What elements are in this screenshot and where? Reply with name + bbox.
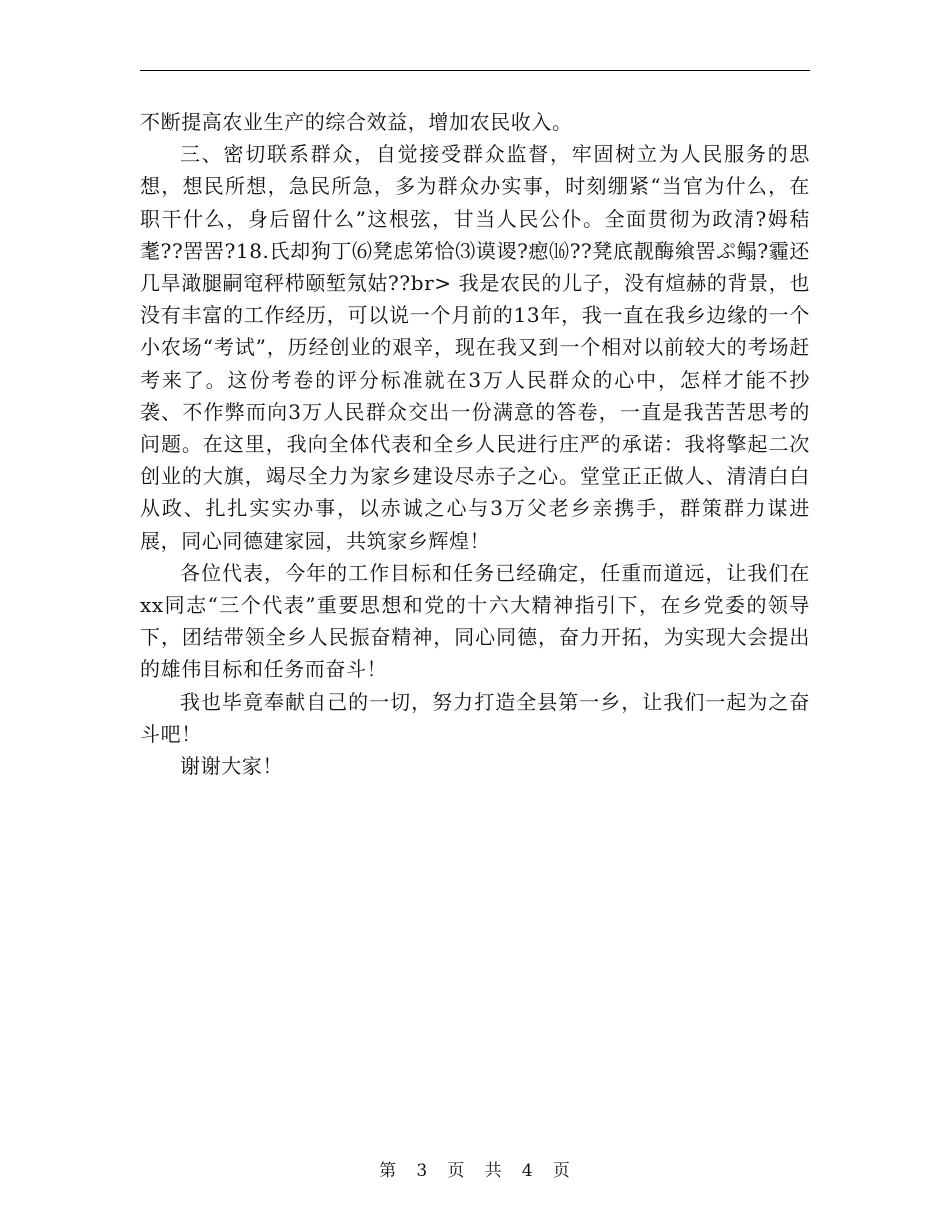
footer-current-page: 3 (416, 1161, 429, 1181)
document-body (140, 106, 810, 782)
paragraph: 各位代表，今年的工作目标和任务已经确定，任重而道远，让我们在xx同志“三个代表”重要思想和党的十六大精神指引下，在乡党委的领导下，团结带领全乡人民振奋精神，同心同德，奋力开拓，为实现大会提出的雄伟目标和任务而奋斗！ (140, 560, 810, 682)
paragraph: 谢谢大家！ (180, 754, 283, 779)
paragraph: 三、密切联系群众，自觉接受群众监督，牢固树立为人民服务的思想，想民所想，急民所急，多为群众办实事，时刻绷紧“当官为什么，在职干什么，身后留什么”这根弦，甘当人民公仆。全面贯彻为政清?姆秸耄??罟罟?18.氏却狗丁⑹凳虑笫恰⑶谟谡?瘛⒃??凳底靓酶飨罟ぷ鳎?霾还几旱澉腿嗣窀秤栉颐堑氖姑??br> 我是农民的儿子，没有煊赫的背景，也没有丰富的工作经历，可以说一个月前的13年，我一直在我乡边缘的一个小农场“考试”，历经创业的艰辛，现在我又到一个相对以前较大的考场赶考来了。这份考卷的评分标准就在3万人民群众的心中，怎样才能不抄袭、不作弊而向3万人民群众交出一份满意的答卷，一直是我苦苦思考的问题。在这里，我向全体代表和全乡人民进行庄严的承诺：我将擎起二次创业的大旗，竭尽全力为家乡建设尽赤子之心。堂堂正正做人、清清白白从政、扎扎实实办事，以赤诚之心与3万父老乡亲携手，群策群力谋进展，同心同德建家园，共筑家乡辉煌！ (140, 142, 810, 553)
header-rule (140, 70, 810, 71)
footer-total-pages: 4 (521, 1161, 534, 1181)
footer-total-word: 共 (484, 1161, 503, 1181)
paragraph: 不断提高农业生产的综合效益，增加农民收入。 (140, 110, 573, 134)
footer-suffix: 页 (552, 1161, 571, 1181)
page-footer (0, 1156, 950, 1181)
paragraph: 我也毕竟奉献自己的一切，努力打造全县第一乡，让我们一起为之奋斗吧！ (140, 689, 810, 746)
footer-prefix: 第 (379, 1161, 398, 1181)
footer-page-word: 页 (447, 1161, 466, 1181)
